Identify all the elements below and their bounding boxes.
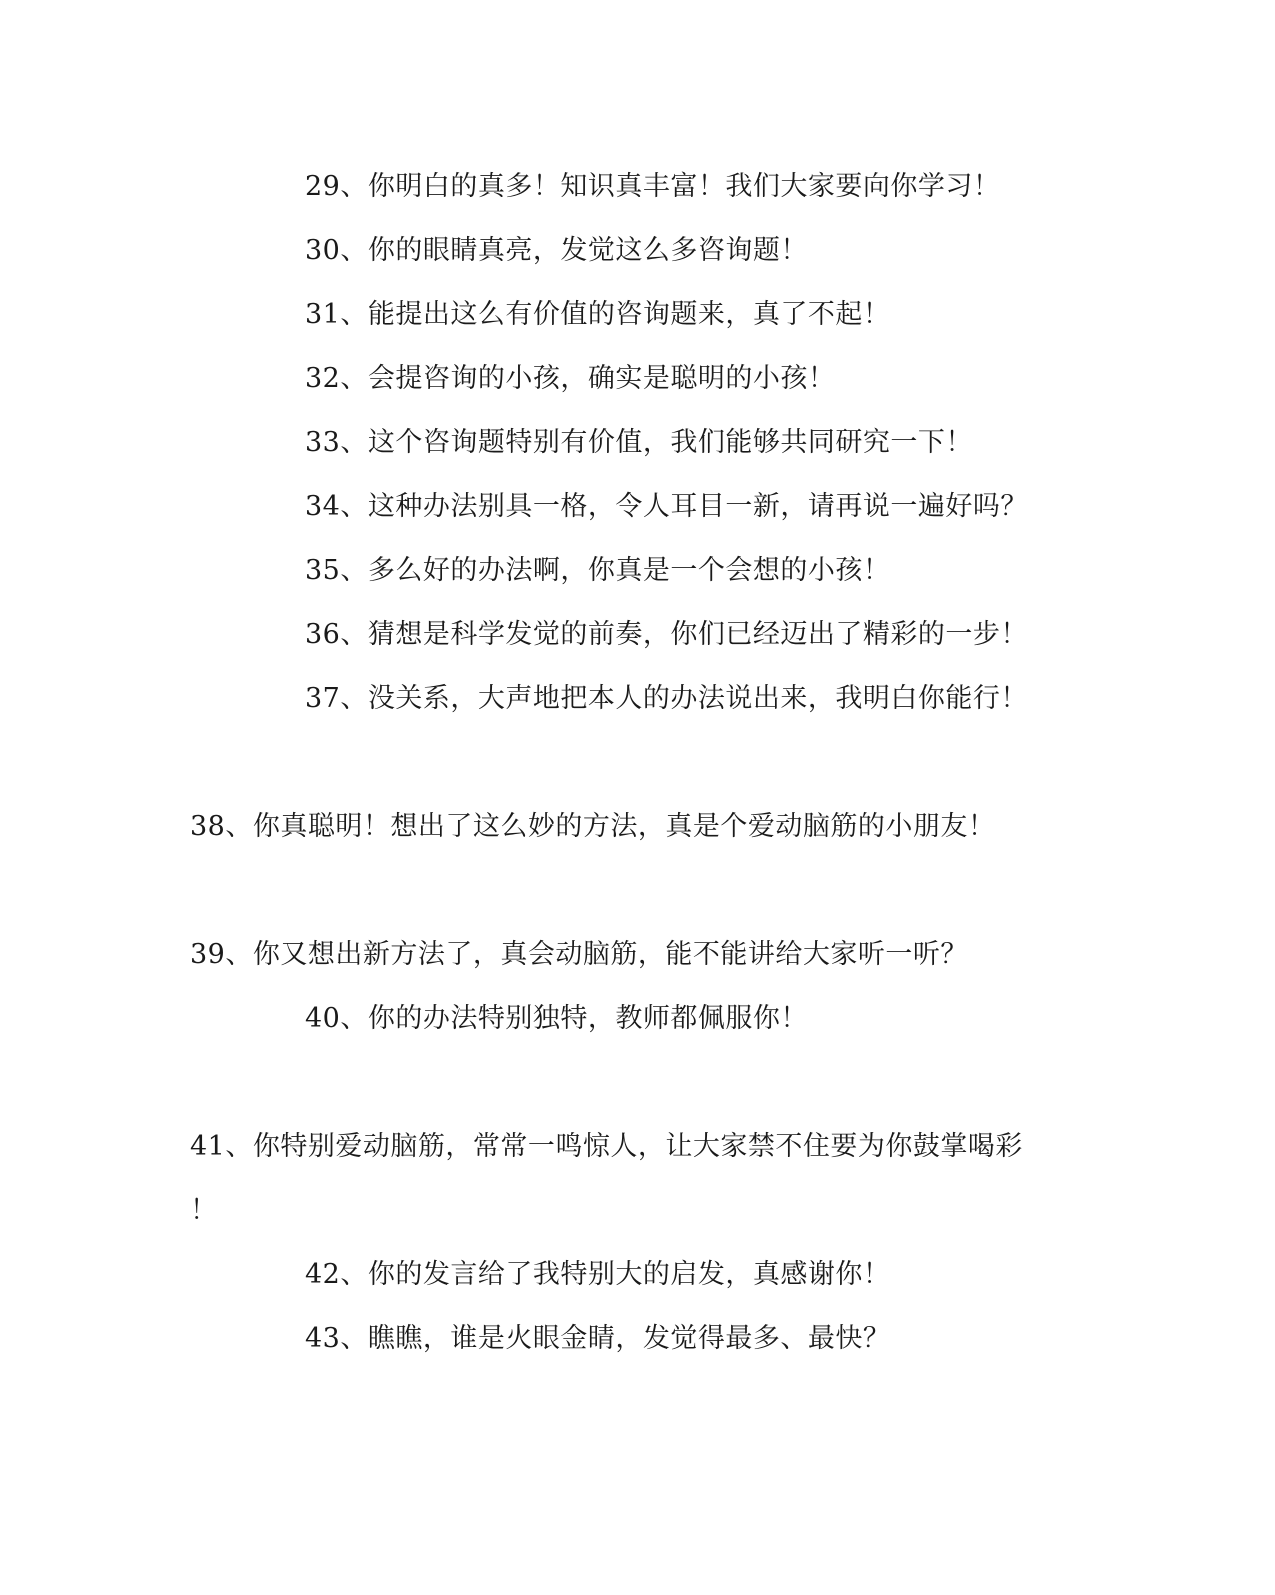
paragraph-39: 39、你又想出新方法了，真会动脑筋，能不能讲给大家听一听？	[190, 939, 968, 970]
paragraph-34: 34、这种办法别具一格，令人耳目一新，请再说一遍好吗？	[305, 491, 1028, 522]
paragraph-37: 37、没关系，大声地把本人的办法说出来，我明白你能行！	[305, 683, 1028, 714]
paragraph-33: 33、这个咨询题特别有价值，我们能够共同研究一下！	[305, 427, 973, 458]
paragraph-38: 38、你真聪明！想出了这么妙的方法，真是个爱动脑筋的小朋友！	[190, 811, 996, 842]
paragraph-35: 35、多么好的办法啊，你真是一个会想的小孩！	[305, 555, 891, 586]
paragraph-41: 41、你特别爱动脑筋，常常一鸣惊人，让大家禁不住要为你鼓掌喝彩	[190, 1131, 1023, 1162]
paragraph-29: 29、你明白的真多！知识真丰富！我们大家要向你学习！	[305, 171, 1001, 202]
paragraph-30: 30、你的眼睛真亮，发觉这么多咨询题！	[305, 235, 808, 266]
paragraph-43: 43、瞧瞧，谁是火眼金睛，发觉得最多、最快？	[305, 1323, 891, 1354]
paragraph-32: 32、会提咨询的小孩，确实是聪明的小孩！	[305, 363, 836, 394]
paragraph-42: 42、你的发言给了我特别大的启发，真感谢你！	[305, 1259, 891, 1290]
paragraph-31: 31、能提出这么有价值的咨询题来，真了不起！	[305, 299, 891, 330]
paragraph-40: 40、你的办法特别独特，教师都佩服你！	[305, 1003, 808, 1034]
paragraph-36: 36、猜想是科学发觉的前奏，你们已经迈出了精彩的一步！	[305, 619, 1028, 650]
paragraph-41-continuation: ！	[190, 1195, 218, 1226]
